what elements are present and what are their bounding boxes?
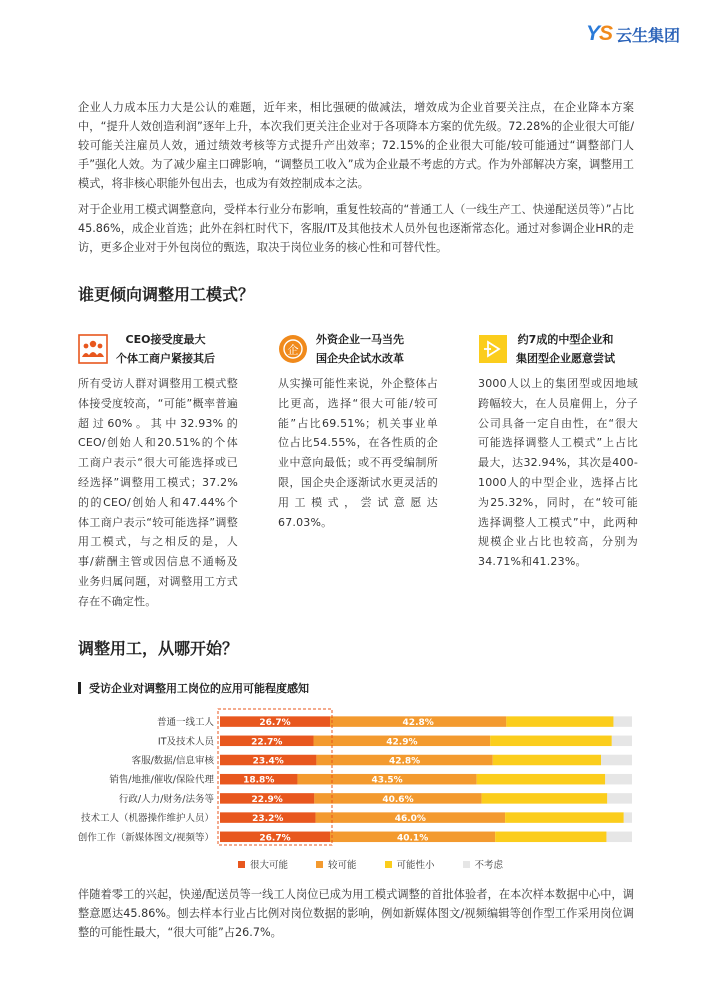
column-title-line2: 国企央企试水改革 <box>316 352 404 365</box>
data-label: 22.9% <box>251 794 283 805</box>
intro-paragraph-1: 企业人力成本压力大是公认的难题，近年来，相比强硬的做减法，增效成为企业首要关注点，在企业降本方案中，“提升人效创造利润”逐年上升，本次我们更关注企业对于各项降本方案的优先级。72.28%的企业很大可能/较可能关注雇员人效，通过绩效考核等方式提升产出效率；72.15%的企业很大可能/较可能通过“调整部门人手”强化人效。为了减少雇主口碑影响，“调整员工收入”成为企业最不考虑的方式。作为外部解决方案，调整用工模式，将非核心职能外包出去，也成为有效控制成本之法。 <box>78 101 634 190</box>
legend-item <box>385 857 435 871</box>
column-title-line1: 外资企业一马当先 <box>316 333 404 346</box>
intro-paragraph-2: 对于企业用工模式调整意向，受样本行业分布影响，重复性较高的“普通工人（一线生产工、快递配送员等）”占比45.86%，成企业首选；此外在斜杠时代下，客服/IT及其他技术人员外包也逐渐常态化。通过对参调企业HR的走访，更多企业对于外包岗位的甄选，取决于岗位业务的核心性和可替代性。 <box>78 203 634 254</box>
legend-item <box>463 857 504 871</box>
data-label: 22.7% <box>251 737 283 748</box>
bar-segment-不考虑 <box>607 793 632 804</box>
data-label: 40.1% <box>396 833 429 844</box>
column-body: 3000人以上的集团型或因地域跨幅较大，在人员雇佣上，分子公司具备一定自由性，在“很大可能选择调整人工模式”上占比最大，达32.94%，其次是400-1000人的中型企业，选择占比为25.32%，同时，在“较可能选择调整人工模式”中，此两种规模企业占比也较高，分别为34.71%和41.23%。 <box>478 377 638 569</box>
svg-text:企: 企 <box>287 343 299 357</box>
bar-segment-可能性小 <box>506 716 613 727</box>
category-label: 销售/地推/催收/保险代理 <box>109 774 214 786</box>
bar-segment-不考虑 <box>612 736 632 747</box>
legend-swatch <box>463 861 470 868</box>
bar-segment-不考虑 <box>613 716 632 727</box>
bar-segment-不考虑 <box>601 755 632 766</box>
legend-label: 可能性小 <box>396 860 435 871</box>
heading-bar <box>78 682 81 694</box>
column-title-line1: CEO接受度最大 <box>125 333 206 346</box>
category-label: 客服/数据/信息审核 <box>131 755 214 767</box>
data-label: 26.7% <box>259 833 291 844</box>
bar-segment-可能性小 <box>477 774 606 785</box>
bar-segment-不考虑 <box>605 774 632 785</box>
legend-swatch <box>385 861 392 868</box>
data-label: 42.8% <box>388 756 421 767</box>
legend-label: 不考虑 <box>474 860 504 871</box>
chart-legend <box>238 857 503 871</box>
logo-name: 云生集团 <box>615 25 680 45</box>
legend-swatch <box>316 861 323 868</box>
data-label: 18.8% <box>243 775 275 786</box>
category-label: 创作工作（新媒体图文/视频等） <box>77 832 214 844</box>
chart-heading-text: 受访企业对调整用工岗位的应用可能程度感知 <box>89 682 309 695</box>
insight-column-scale <box>478 326 638 572</box>
people-icon <box>78 334 108 364</box>
legend-item <box>316 857 357 871</box>
data-label: 42.8% <box>402 718 434 729</box>
bar-segment-不考虑 <box>624 812 632 823</box>
legend-label: 较可能 <box>328 860 357 871</box>
legend-item <box>238 857 288 871</box>
column-title-line1: 约7成的中型企业和 <box>517 333 614 346</box>
logo-mark: YS <box>585 22 612 45</box>
insight-column-ceo <box>78 326 238 612</box>
data-label: 23.4% <box>252 756 284 767</box>
data-label: 43.5% <box>371 775 403 786</box>
data-label: 26.7% <box>259 718 291 729</box>
data-label: 40.6% <box>382 794 414 805</box>
column-title-line2: 集团型企业愿意尝试 <box>516 352 615 365</box>
column-body: 所有受访人群对调整用工模式整体接受度较高，“可能”概率普遍超过60%。其中32.93%的CEO/创始人和20.51%的个体工商户表示“很大可能选择或已经选择”调整用工模式；37.2%的的CEO/创始人和47.44%个体工商户表示“较可能选择”调整用工模式，与之相反的是，人事/薪酬主管或因信息不通畅及业务归属问题，对调整用工方式存在不确定性。 <box>78 377 238 608</box>
bar-segment-可能性小 <box>493 755 601 766</box>
chart-heading <box>78 680 309 696</box>
enterprise-icon <box>278 334 308 364</box>
bar-segment-不考虑 <box>606 832 632 843</box>
section-heading-where: 调整用工，从哪开始？ <box>78 639 239 658</box>
data-label: 46.0% <box>394 814 426 825</box>
data-label: 23.2% <box>252 814 284 825</box>
column-title-line2: 个体工商户紧接其后 <box>116 352 215 365</box>
data-label: 42.9% <box>386 737 418 748</box>
category-label: 普通一线工人 <box>156 717 214 729</box>
arrow-box-icon <box>478 334 508 364</box>
legend-swatch <box>238 861 245 868</box>
insight-column-foreign <box>278 326 438 532</box>
bar-segment-可能性小 <box>495 832 606 843</box>
category-label: IT及技术人员 <box>157 736 214 748</box>
category-label: 技术工人（机器操作维护人员） <box>80 813 214 825</box>
legend-label: 很大可能 <box>250 860 289 871</box>
bar-segment-可能性小 <box>482 793 608 804</box>
bar-segment-可能性小 <box>490 736 612 747</box>
stacked-bar-chart <box>70 708 650 846</box>
bar-segment-可能性小 <box>505 812 624 823</box>
column-body: 从实操可能性来说，外企整体占比更高，选择“很大可能/较可能”占比69.51%；机关事业单位占比54.55%，在各性质的企业中意向最低；或不再受编制所限，国企央企逐渐试水更灵活的用工模式，尝试意愿达67.03%。 <box>278 377 438 529</box>
outro-paragraph: 伴随着零工的兴起，快递/配送员等一线工人岗位已成为用工模式调整的首批体验者，在本次样本数据中心中，调整意愿达45.86%。刨去样本行业占比例对岗位数据的影响，例如新媒体图文/视频编辑等创作型工作采用岗位调整的可能性最大，“很大可能”占26.7%。 <box>78 888 634 939</box>
company-logo <box>586 22 680 46</box>
category-label: 行政/人力/财务/法务等 <box>118 793 214 805</box>
section-heading-who: 谁更倾向调整用工模式？ <box>78 285 255 304</box>
